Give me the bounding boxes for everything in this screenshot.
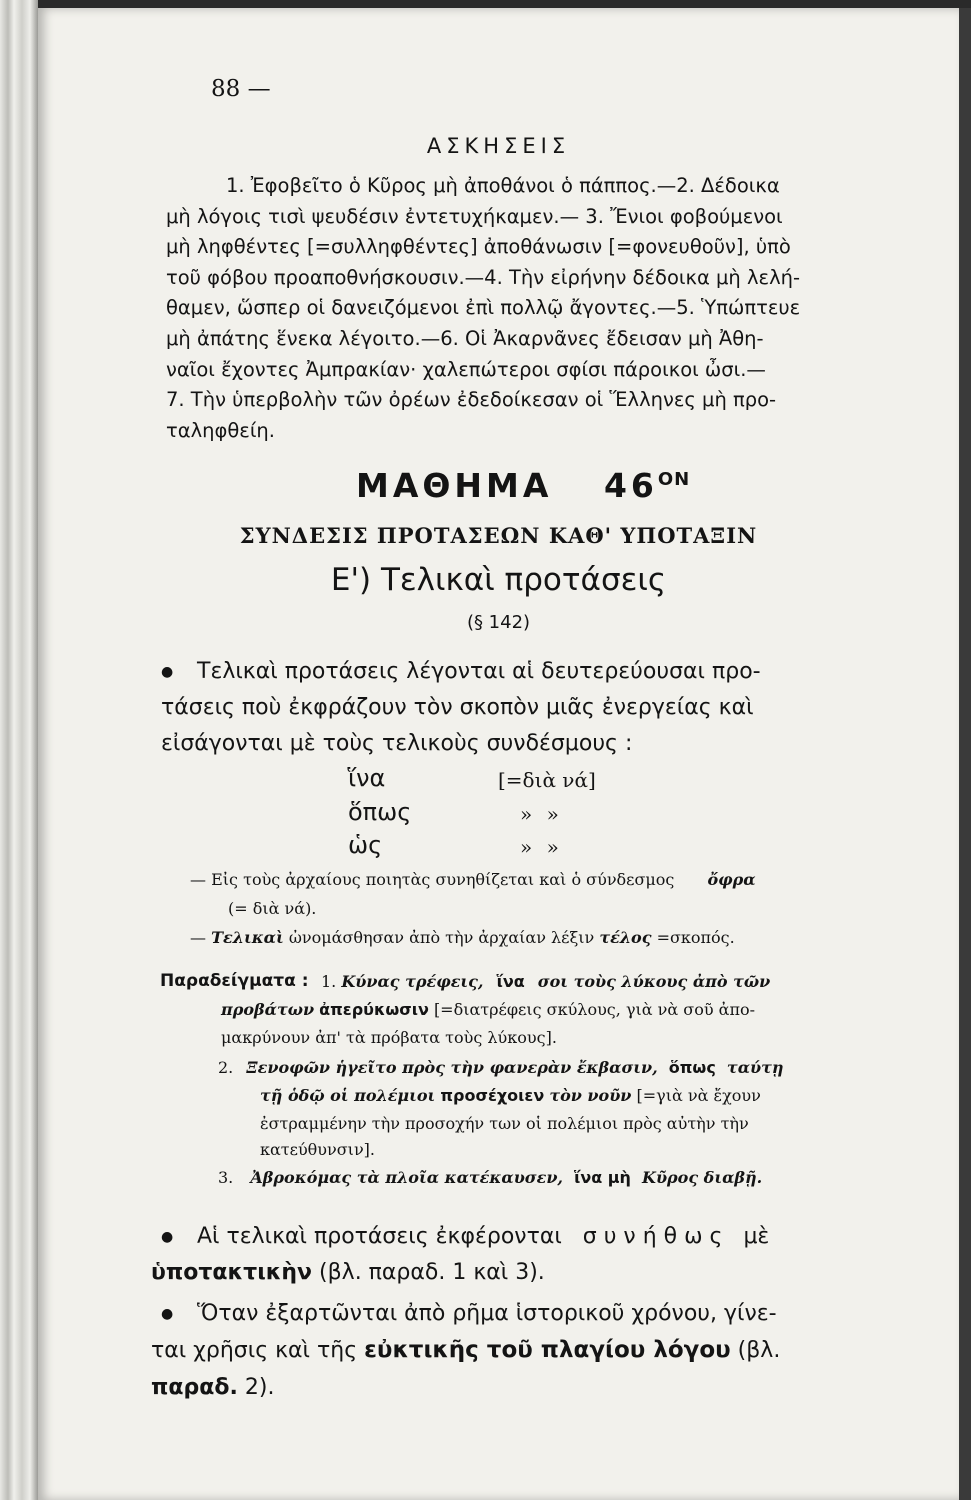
exercise-line: τοῦ φόβου προαποθνήσκουσιν.—4. Τὴν εἰρήνην δέδοικα μὴ λελή-: [166, 265, 801, 289]
conjunction-word: ἵνα: [348, 764, 386, 792]
note-line: (= διὰ νά).: [228, 899, 317, 918]
rule-2-line: [161, 1295, 777, 1333]
section-title: Ε') Τελικαὶ προτάσεις: [330, 562, 667, 598]
paragraph-reference: (§ 142): [466, 612, 531, 633]
example-keyword: προσέχοιεν: [440, 1086, 545, 1105]
exercise-line: ταληφθείη.: [166, 418, 275, 442]
example-1-line: [321, 968, 770, 996]
rule-text: Αἱ τελικαὶ προτάσεις ἐκφέρονται: [197, 1224, 562, 1249]
lesson-number: 46: [603, 466, 658, 505]
example-2-line: κατεύθυνσιν].: [260, 1140, 376, 1159]
example-text: Κῦρος διαβῇ.: [642, 1168, 763, 1187]
note-keyword: ὄφρα: [707, 870, 756, 889]
example-text: σοι τοὺς λύκους ἀπὸ τῶν: [537, 972, 771, 991]
lesson-suffix: ΟΝ: [657, 469, 691, 490]
example-keyword: ἀπερύκωσιν: [319, 1000, 429, 1019]
example-keyword: ἵνα μὴ: [574, 1168, 631, 1187]
exercises-heading: ΑΣΚΗΣΕΙΣ: [426, 134, 571, 158]
scan-top-edge: [0, 0, 971, 8]
example-text: Ξενοφῶν ἡγεῖτο πρὸς τὴν φανερὰν ἔκβασιν,: [246, 1058, 658, 1077]
rule-1-line: [161, 1218, 769, 1256]
note-line: [190, 928, 735, 947]
rule-keyword: εὐκτικῆς τοῦ πλαγίου λόγου: [364, 1337, 731, 1363]
example-translation: [=γιὰ νὰ ἔχουν: [636, 1086, 761, 1105]
lesson-title: [356, 466, 690, 505]
note-text: ὠνομάσθησαν ἀπὸ τὴν ἀρχαίαν λέξιν: [288, 928, 595, 947]
exercise-line: 1. Ἐφοβεῖτο ὁ Κῦρος μὴ ἀποθάνοι ὁ πάππος.—2. Δέδοικα: [226, 174, 780, 197]
conjunction-meaning: » »: [520, 802, 563, 826]
definition-line: εἰσάγονται μὲ τοὺς τελικοὺς συνδέσμους :: [161, 731, 633, 756]
rule-text: Ὅταν ἐξαρτῶνται ἀπὸ ρῆμα ἱστορικοῦ χρόνου, γίνε-: [197, 1301, 777, 1326]
example-3-line: [218, 1164, 762, 1192]
rule-2-line: [151, 1369, 274, 1407]
example-2-line: ἐστραμμένην τὴν προσοχήν των οἱ πολέμιοι πρὸς αὐτὴν τὴν: [260, 1114, 749, 1133]
exercise-line: θαμεν, ὥσπερ οἱ δανειζόμενοι ἐπὶ πολλῷ ἄγοντες.—5. Ὑπώπτευε: [166, 296, 801, 320]
examples-label: Παραδείγματα :: [160, 971, 309, 991]
conjunction-meaning: » »: [520, 835, 563, 859]
example-2-line: [260, 1082, 761, 1110]
rule-text: (βλ.: [737, 1338, 781, 1363]
rule-emphasis: σ υ ν ή θ ω ς: [582, 1224, 723, 1249]
book-page: [38, 8, 959, 1500]
example-number: 3.: [218, 1168, 234, 1187]
rule-text: μὲ: [743, 1224, 770, 1249]
bullet-icon: ●: [161, 1229, 174, 1245]
example-text: τῇ ὁδῷ οἱ πολέμιοι: [260, 1086, 436, 1105]
example-keyword: ὅπως: [668, 1058, 716, 1077]
bullet-icon: ●: [161, 664, 174, 680]
example-1-line: [221, 996, 755, 1024]
conjunction-word: ὡς: [348, 831, 383, 859]
bullet-icon: ●: [161, 1306, 174, 1322]
rule-keyword: ὑποτακτικὴν: [151, 1260, 313, 1285]
note-text: =σκοπός.: [656, 928, 735, 947]
exercise-line: μὴ λόγοις τισὶ ψευδέσιν ἐντετυχήκαμεν.— 3. Ἔνιοι φοβούμενοι: [166, 204, 783, 228]
example-2-line: [218, 1054, 784, 1082]
conjunction-meaning: [=διὰ νά]: [498, 768, 596, 792]
book-binding: [0, 0, 38, 1500]
rule-text: 2).: [244, 1375, 275, 1400]
note-keyword: τέλος: [599, 928, 652, 947]
example-text: τὸν νοῦν: [549, 1086, 632, 1105]
note-dash: —: [190, 928, 206, 947]
example-text: προβάτων: [221, 1000, 315, 1019]
rule-text: (βλ. παραδ. 1 καὶ 3).: [319, 1260, 545, 1285]
example-text: Κύνας τρέφεις,: [341, 972, 484, 991]
page-number: 88 —: [211, 76, 271, 102]
exercise-line: ναῖοι ἔχοντες Ἀμπρακίαν· χαλεπώτεροι σφίσι πάροικοι ὦσι.—: [166, 357, 766, 381]
example-number: 1.: [321, 972, 337, 991]
example-1-line: μακρύνουν ἀπ' τὰ πρόβατα τοὺς λύκους].: [221, 1028, 557, 1047]
definition-paragraph: [161, 654, 889, 762]
note-line: [190, 870, 756, 889]
rule-1-line: [151, 1254, 545, 1292]
example-keyword: ἵνα: [496, 972, 525, 991]
rule-keyword: παραδ.: [151, 1375, 238, 1400]
exercises-text: [166, 171, 900, 446]
note-text: — Εἰς τοὺς ἀρχαίους ποιητὰς συνηθίζεται καὶ ὁ σύνδεσμος: [190, 870, 675, 889]
example-number: 2.: [218, 1058, 234, 1077]
exercise-line: μὴ ληφθέντες [=συλληφθέντες] ἀποθάνωσιν [=φονευθοῦν], ὑπὸ: [166, 235, 791, 259]
rule-2-line: [151, 1331, 780, 1370]
exercise-line: 7. Τὴν ὑπερβολὴν τῶν ὀρέων ἐδεδοίκεσαν οἱ Ἕλληνες μὴ προ-: [166, 388, 777, 412]
lesson-subheading: ΣΥΝΔΕΣΙΣ ΠΡΟΤΑΣΕΩΝ ΚΑΘ' ΥΠΟΤΑΞΙΝ: [239, 523, 758, 548]
example-text: ταύτῃ: [726, 1058, 784, 1077]
definition-line: τάσεις ποὺ ἐκφράζουν τὸν σκοπὸν μιᾶς ἐνεργείας καὶ: [161, 695, 754, 720]
lesson-label: ΜΑΘΗΜΑ: [356, 466, 553, 505]
example-text: Ἀβροκόμας τὰ πλοῖα κατέκαυσεν,: [250, 1168, 563, 1187]
conjunction-word: ὅπως: [348, 798, 412, 826]
example-translation: [=διατρέφεις σκύλους, γιὰ νὰ σοῦ ἀπο-: [433, 1000, 756, 1019]
definition-line: Τελικαὶ προτάσεις λέγονται αἱ δευτερεύουσαι προ-: [197, 659, 761, 684]
exercise-line: μὴ ἀπάτης ἕνεκα λέγοιτο.—6. Οἱ Ἀκαρνᾶνες ἔδεισαν μὴ Ἀθη-: [166, 326, 764, 350]
note-keyword: Τελικαὶ: [211, 928, 284, 947]
rule-text: ται χρῆσις καὶ τῆς: [151, 1338, 358, 1363]
